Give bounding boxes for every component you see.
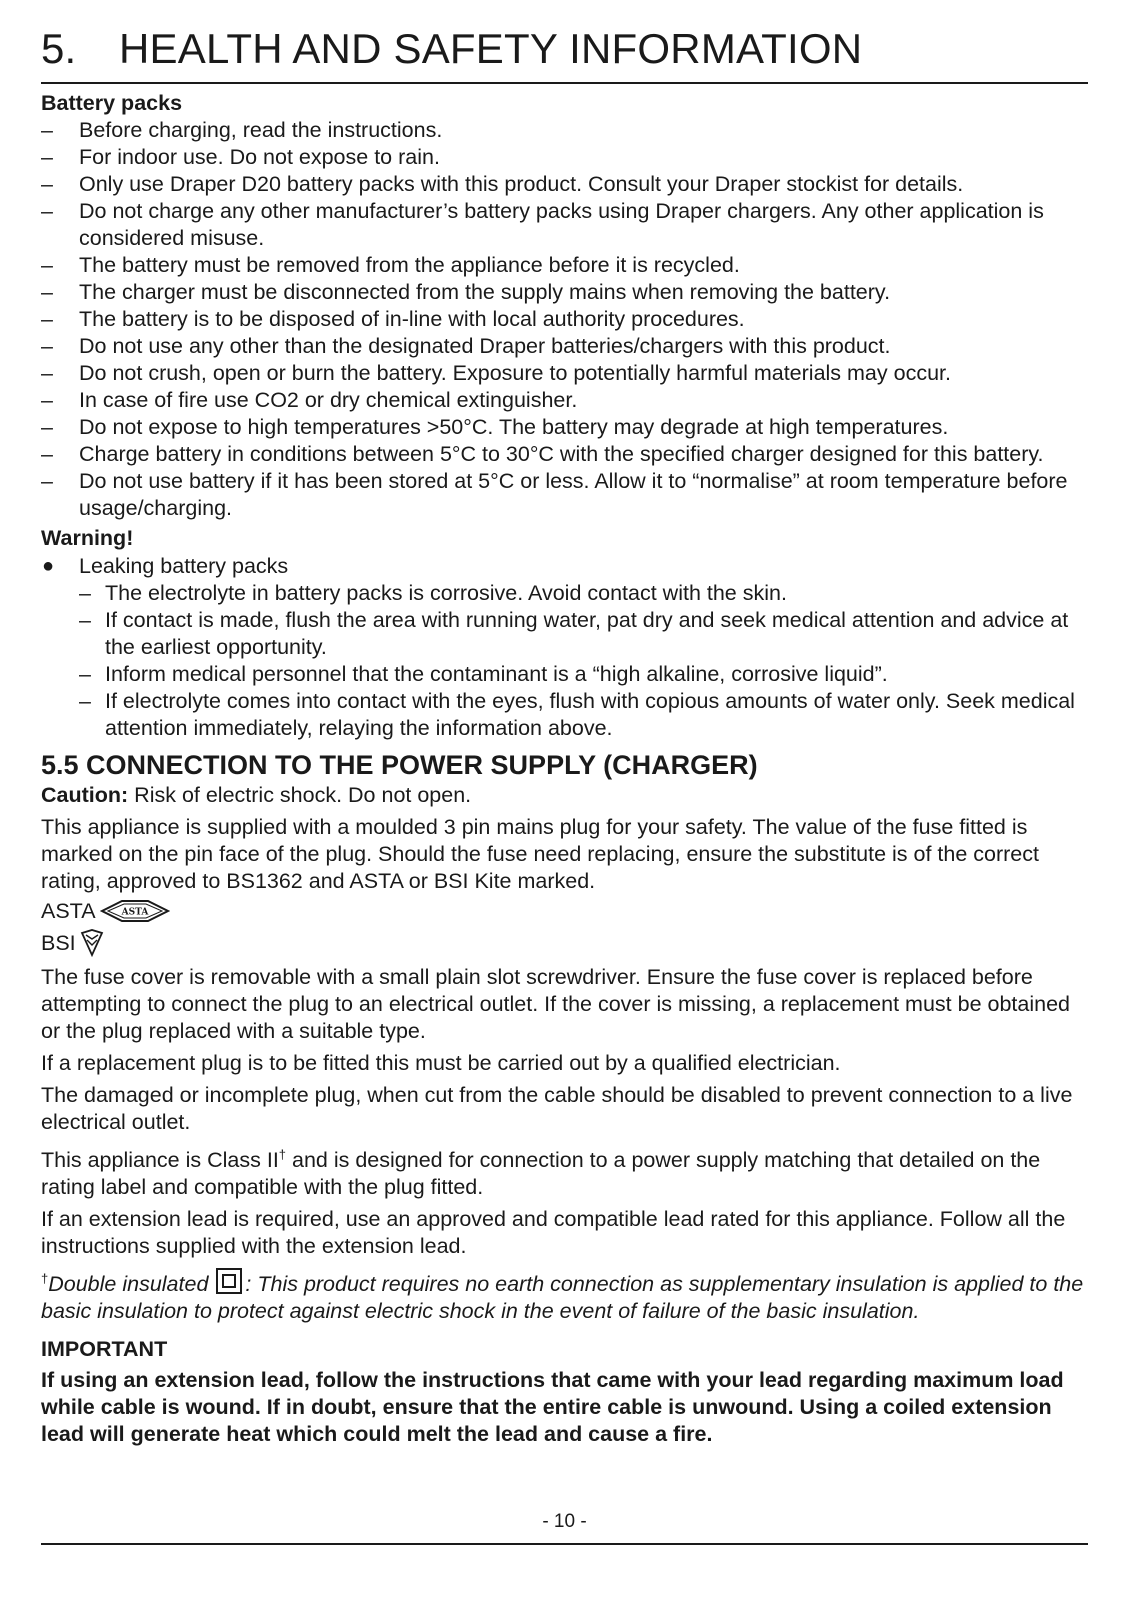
asta-mark-text: ASTA — [121, 907, 148, 918]
list-item: – If electrolyte comes into contact with the eyes, flush with copious amounts of water only. Seek medical attention immediately, relaying the information above. — [79, 689, 1075, 740]
warning-bullet: ● Leaking battery packs — [42, 554, 289, 578]
paragraph-fuse-cover: The fuse cover is removable with a small plain slot screwdriver. Ensure the fuse cover is replaced before attempting to connect the plug to an electrical outlet. If the cover is missing, a replacement must be obtained or the plug replaced with a suitable type. — [41, 965, 1070, 1043]
list-item: – Before charging, read the instructions. — [41, 118, 443, 142]
paragraph-damaged-plug: The damaged or incomplete plug, when cut from the cable should be disabled to prevent connection to a live electrical outlet. — [41, 1083, 1073, 1134]
list-item: – Charge battery in conditions between 5°C to 30°C with the specified charger designed for this battery. — [41, 442, 1044, 466]
caution-line — [41, 782, 1088, 809]
list-item: – Inform medical personnel that the contaminant is a “high alkaline, corrosive liquid”. — [79, 662, 888, 686]
double-insulated-icon — [216, 1268, 242, 1294]
paragraph-extension-lead: If an extension lead is required, use an approved and compatible lead rated for this appliance. Follow all the instructions supplied with the extension lead. — [41, 1207, 1066, 1259]
important-heading: IMPORTANT — [41, 1337, 168, 1362]
list-item: – For indoor use. Do not expose to rain. — [41, 145, 440, 169]
warning-list — [79, 580, 1088, 742]
footer-divider — [41, 1543, 1088, 1545]
page-number: - 10 - — [542, 1511, 587, 1532]
battery-heading: Battery packs — [41, 91, 183, 115]
list-item: – The battery is to be disposed of in-line with local authority procedures. — [41, 307, 745, 331]
list-item: – Only use Draper D20 battery packs with this product. Consult your Draper stockist for details. — [41, 172, 964, 196]
bsi-kitemark-icon — [80, 929, 104, 957]
section-5-5-heading: 5.5 CONNECTION TO THE POWER SUPPLY (CHARGER) — [41, 750, 758, 780]
list-item: – Do not charge any other manufacturer’s battery packs using Draper chargers. Any other application is considered misuse. — [41, 199, 1044, 250]
list-item: – The charger must be disconnected from the supply mains when removing the battery. — [41, 280, 891, 304]
list-item: – Do not expose to high temperatures >50°C. The battery may degrade at high temperatures. — [41, 415, 949, 439]
section-title: HEALTH AND SAFETY INFORMATION — [119, 25, 863, 72]
section-number: 5. — [41, 25, 77, 72]
bsi-line — [41, 927, 1088, 959]
section-header — [41, 24, 1088, 84]
important-text: If using an extension lead, follow the instructions that came with your lead regarding maximum load while cable is wound. If in doubt, ensure that the entire cable is unwound. Using a coiled extension lead will generate heat which could melt the lead and cause a fire. — [41, 1368, 1064, 1447]
paragraph-replacement: If a replacement plug is to be fitted this must be carried out by a qualified electrician. — [41, 1051, 841, 1075]
double-insulated-note: †Double insulated : This product requires no earth connection as supplementary insulation is applied to the basic insulation to protect against electric shock in the event of failure of the basic insulation. — [41, 1265, 1088, 1325]
battery-list — [41, 117, 1088, 522]
asta-label: ASTA — [41, 899, 96, 923]
caution-label: Caution: — [41, 783, 129, 807]
bsi-label: BSI — [41, 931, 76, 955]
list-item: – Do not use any other than the designated Draper batteries/chargers with this product. — [41, 334, 891, 358]
paragraph-plug: This appliance is supplied with a moulded 3 pin mains plug for your safety. The value of the fuse fitted is marked on the pin face of the plug. Should the fuse need replacing, ensure the substitute is of the correct rating, approved to BS1362 and ASTA or BSI Kite marked. — [41, 815, 1039, 893]
list-item: – If contact is made, flush the area with running water, pat dry and seek medical attention and advice at the earliest opportunity. — [79, 608, 1069, 659]
caution-text: Risk of electric shock. Do not open. — [128, 783, 472, 807]
list-item: – Do not use battery if it has been stored at 5°C or less. Allow it to “normalise” at room temperature before usage/charging. — [41, 469, 1068, 520]
list-item: – In case of fire use CO2 or dry chemical extinguisher. — [41, 388, 578, 412]
list-item: – Do not crush, open or burn the battery. Exposure to potentially harmful materials may occur. — [41, 361, 951, 385]
asta-line — [41, 895, 1088, 927]
warning-heading: Warning! — [41, 526, 134, 550]
list-item: – The electrolyte in battery packs is corrosive. Avoid contact with the skin. — [79, 581, 787, 605]
paragraph-class-ii: This appliance is Class II† and is designed for connection to a power supply matching that detailed on the rating label and compatible with the plug fitted. — [41, 1147, 1041, 1200]
asta-mark-icon — [100, 899, 170, 923]
list-item: – The battery must be removed from the appliance before it is recycled. — [41, 253, 740, 277]
